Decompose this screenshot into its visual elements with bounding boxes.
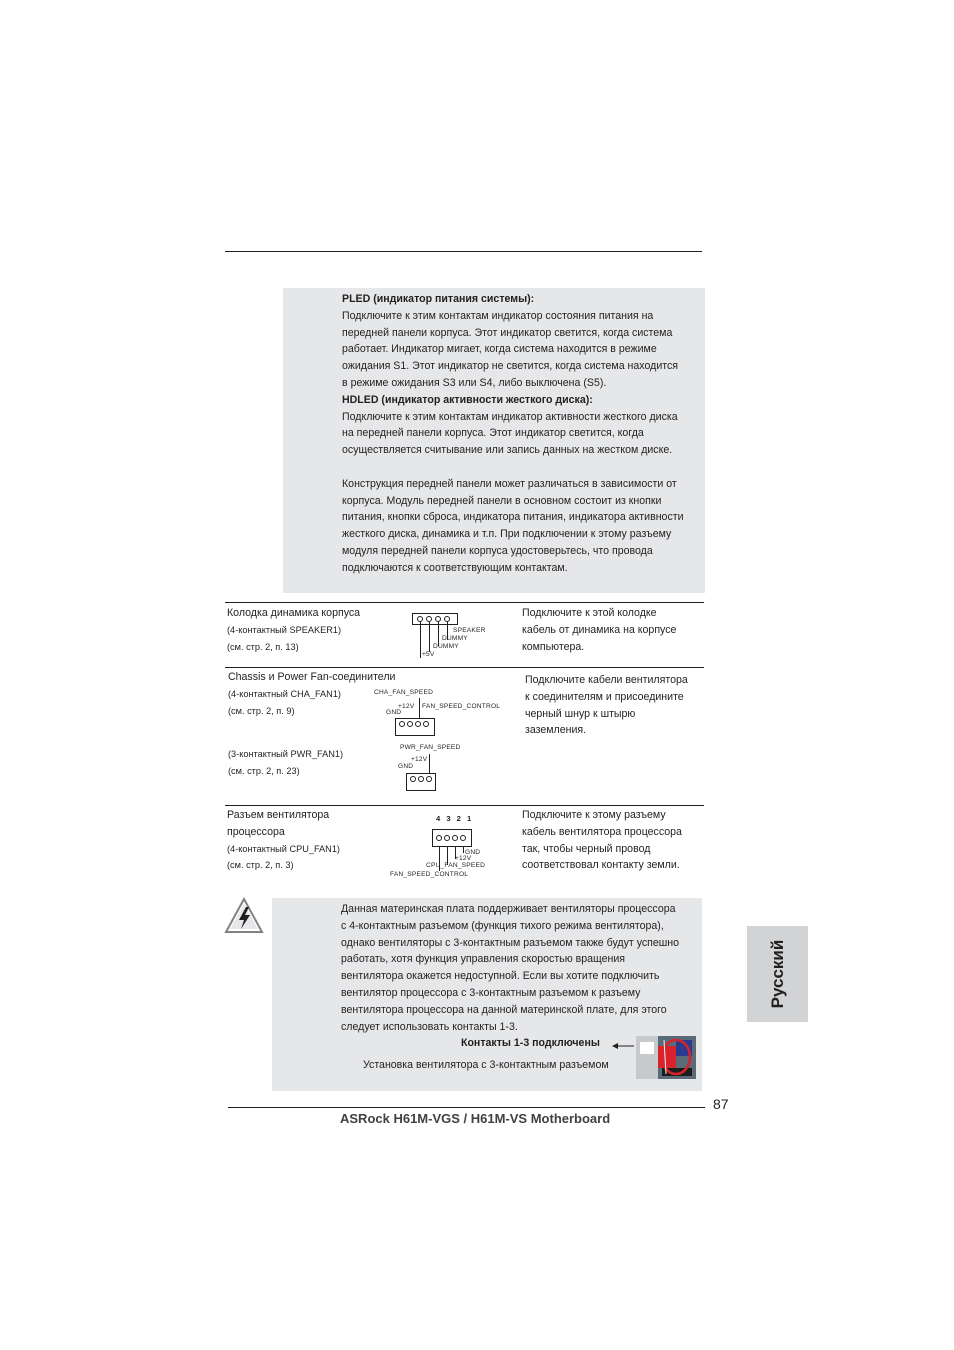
pwr-pins <box>410 776 432 782</box>
speaker-ref: (см. стр. 2, п. 13) <box>227 641 299 652</box>
speaker-spec: (4-контактный SPEAKER1) <box>227 624 342 635</box>
chassis-desc-line: заземления. <box>525 724 587 737</box>
cha-pins <box>399 721 429 727</box>
cha-12v-label: +12V <box>398 703 415 710</box>
cpu-rule <box>225 805 704 806</box>
footer-rule <box>228 1107 705 1108</box>
cpu-12v-label: +12V <box>455 855 472 862</box>
cpu-control-label: FAN_SPEED_CONTROL <box>390 871 469 878</box>
wire-line <box>420 622 421 658</box>
cpu-pin-numbers: 4 3 2 1 <box>436 814 474 823</box>
arrow-left-icon <box>612 1038 634 1048</box>
cha-gnd-label: GND <box>386 709 402 716</box>
pled-line: Подключите к этим контактам индикатор состояния питания на <box>342 309 654 322</box>
pwr-12v-label: +12V <box>411 756 428 763</box>
chassis-left <box>228 669 395 719</box>
speaker-left <box>227 605 360 655</box>
chassis-rule <box>225 667 704 668</box>
language-tab <box>747 926 808 1022</box>
warning-line: следует использовать контакты 1-3. <box>341 1020 518 1033</box>
panel-note-line: жесткого диска, динамика и т.п. При подключении к этому разъему <box>342 528 672 541</box>
footer-model: ASRock H61M-VGS / H61M-VS Motherboard <box>340 1111 611 1126</box>
speaker-rule <box>225 602 704 603</box>
panel-note-line: модуля передней панели корпуса удостоверьтесь, что провода <box>342 544 653 557</box>
cpu-spec: (4-контактный CPU_FAN1) <box>227 843 340 854</box>
speaker-desc-line: компьютера. <box>522 640 585 653</box>
wire-line <box>429 754 430 774</box>
cpu-name: Разъем вентилятора <box>227 809 330 821</box>
wire-line <box>429 622 430 652</box>
pwr-ref: (см. стр. 2, п. 23) <box>228 765 300 776</box>
wire-line <box>419 698 420 718</box>
pin-icon <box>444 835 450 841</box>
speaker-pin-label: DUMMY <box>433 643 459 650</box>
cpu-desc-line: Подключите к этому разъему <box>522 809 666 821</box>
cpu-desc-line: кабель вентилятора процессора <box>522 825 682 838</box>
pled-title: PLED (индикатор питания системы): <box>342 293 535 305</box>
pwr-left <box>228 746 343 780</box>
pin-icon <box>426 776 432 782</box>
cpu-desc-line: соответствовал контакту земли. <box>522 859 680 872</box>
cpu-desc <box>522 807 682 874</box>
cpu-pins <box>436 835 466 841</box>
hdled-line: на передней панели корпуса. Этот индикатор светится, когда <box>342 427 644 440</box>
cha-spec: (4-контактный CHA_FAN1) <box>228 688 341 699</box>
cpu-ref: (см. стр. 2, п. 3) <box>227 860 294 871</box>
led-info-text <box>342 291 707 577</box>
panel-note-line: Конструкция передней панели может различаться в зависимости от <box>342 477 677 490</box>
cpu-fan-diagram <box>388 814 506 880</box>
speaker-pins <box>417 616 450 622</box>
pled-line: ожидания S1. Этот индикатор не светится, когда система находится <box>342 360 678 373</box>
pin-icon <box>423 721 429 727</box>
pin-icon <box>460 835 466 841</box>
warning-line: вентилятор процессора с 3-контактным разъемом к разъему <box>341 986 641 999</box>
chassis-desc <box>525 672 688 739</box>
panel-note-line: подключаются к соответствующим контактам. <box>342 561 568 574</box>
pwr-spec: (3-контактный PWR_FAN1) <box>228 749 344 759</box>
pin-icon <box>410 776 416 782</box>
page-number: 87 <box>713 1096 729 1112</box>
hdled-line: Подключите к этим контактам индикатор активности жесткого диска <box>342 410 678 423</box>
fan-warning-text <box>341 901 703 1035</box>
chassis-name: Chassis и Power Fan-соединители <box>228 671 396 683</box>
cpu-speed-label: CPU_FAN_SPEED <box>426 862 486 869</box>
pwr-gnd-label: GND <box>398 763 414 770</box>
warning-line: однако вентиляторы с 3-контактным разъемом также будут успешно <box>341 936 680 949</box>
hdled-line: осуществляется считывание или запись данных на жестком диске. <box>342 444 673 457</box>
warning-line: Данная материнская плата поддерживает вентиляторы процессора <box>341 903 676 915</box>
warning-icon <box>224 896 264 936</box>
language-tab-label: Русский <box>767 939 787 1009</box>
warning-line: вентилятора процессора на данной материнской плате, для этого <box>341 1003 667 1016</box>
cpu-left <box>227 807 340 874</box>
warning-line: с 4-контактным разъемом (функция тихого режима вентилятора), <box>341 919 664 932</box>
speaker-pin-label: SPEAKER <box>453 627 486 634</box>
pin-icon <box>399 721 405 727</box>
wire-line <box>463 847 464 853</box>
spacer <box>342 459 707 476</box>
top-rule <box>225 251 702 252</box>
cha-control-label: FAN_SPEED_CONTROL <box>422 703 501 710</box>
pled-line: работает. Индикатор мигает, когда система находится в режиме <box>342 343 657 356</box>
pwr-fan-diagram <box>396 742 476 794</box>
speaker-pin-label: DUMMY <box>442 635 468 642</box>
cpu-desc-line: так, чтобы черный провод <box>522 842 651 855</box>
warning-line: работать, хотя функция управления скоростью вращения <box>341 953 625 966</box>
chassis-desc-line: черный шнур к штырю <box>525 707 636 720</box>
speaker-pin-label: +5V <box>422 651 435 657</box>
pwr-speed-label: PWR_FAN_SPEED <box>400 744 461 751</box>
cpu-name: процессора <box>227 825 285 838</box>
pin-icon <box>452 835 458 841</box>
speaker-desc-line: кабель от динамика на корпусе <box>522 623 677 636</box>
chassis-desc-line: к соединителям и присоедините <box>525 690 684 703</box>
panel-note-line: питания, кнопки сброса, индикатора питания, индикатора активности <box>342 511 684 524</box>
pins-connected-label: Контакты 1-3 подключены <box>461 1037 600 1049</box>
pled-line: в режиме ожидания S3 или S4, либо выключена (S5). <box>342 376 607 389</box>
install-label: Установка вентилятора с 3-контактным разъемом <box>363 1059 609 1071</box>
hdled-title: HDLED (индикатор активности жесткого диска): <box>342 393 593 406</box>
pled-line: передней панели корпуса. Этот индикатор светится, когда система <box>342 326 673 339</box>
speaker-desc-line: Подключите к этой колодке <box>522 607 657 619</box>
chassis-desc-line: Подключите кабели вентилятора <box>525 674 688 686</box>
cha-fan-diagram <box>372 686 512 738</box>
pin-icon <box>436 835 442 841</box>
speaker-desc <box>522 605 676 655</box>
cpu-gnd-label: GND <box>465 849 481 856</box>
pin-icon <box>407 721 413 727</box>
fan-install-photo-icon <box>636 1036 696 1079</box>
pin-icon <box>418 776 424 782</box>
panel-note-line: корпуса. Модуль передней панели в основном состоит из кнопки <box>342 494 662 507</box>
cha-ref: (см. стр. 2, п. 9) <box>228 705 295 716</box>
pin-icon <box>415 721 421 727</box>
speaker-name: Колодка динамика корпуса <box>227 607 361 619</box>
speaker-diagram <box>408 610 518 660</box>
warning-line: вентилятора окажется недоступной. Если вы хотите подключить <box>341 970 660 983</box>
cha-speed-label: CHA_FAN_SPEED <box>374 689 434 696</box>
